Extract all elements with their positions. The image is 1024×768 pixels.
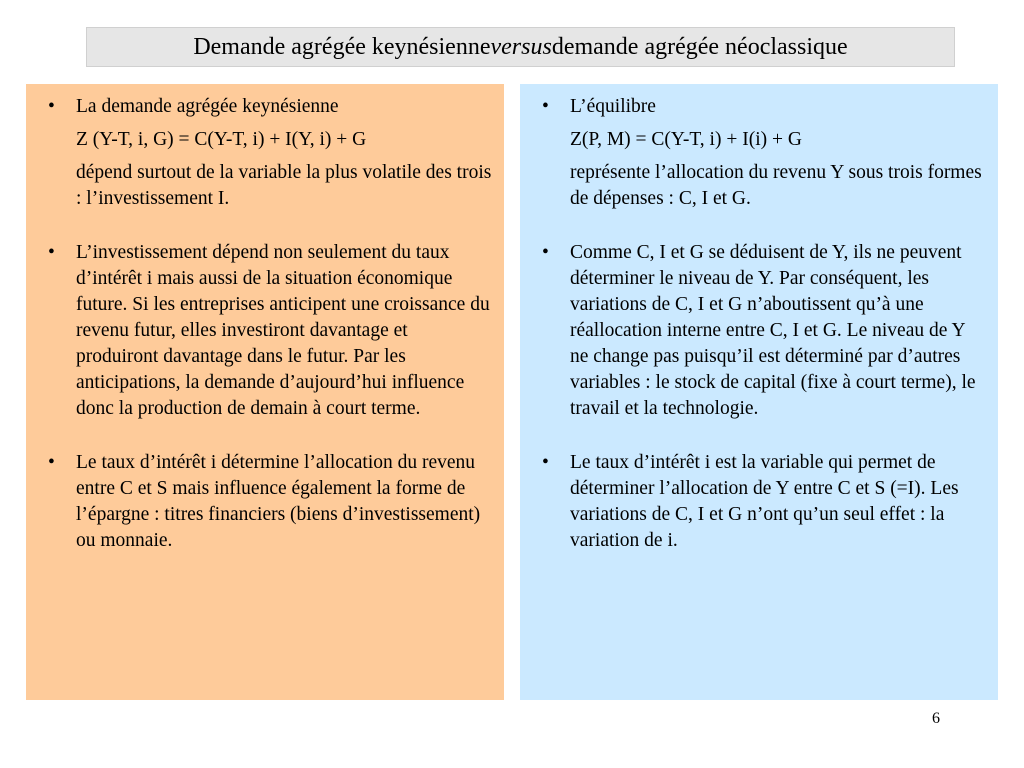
bullet-item [48,240,494,422]
neoclassical-panel [520,84,998,700]
neoclassical-bullet-list [542,94,988,554]
bullet-extra-text: représente l’allocation du revenu Y sous trois formes de dépenses : C, I et G. [570,162,982,209]
bullet-text: Le taux d’intérêt i détermine l’allocation du revenu entre C et S mais influence également la forme de l’épargne : titres financiers (biens d’investissement) ou monnaie. [76,452,481,551]
bullet-dot: • [542,242,549,263]
bullet-item [542,240,988,422]
bullet-item [48,450,494,554]
keynesian-bullet-list [48,94,494,554]
title-part-2: demande agrégée néoclassique [551,33,848,60]
title-part-1: Demande agrégée keynésienne [193,33,491,60]
bullet-text: La demande agrégée keynésienne [76,96,339,117]
slide-number: 6 [932,710,940,727]
bullet-text: L’investissement dépend non seulement du taux d’intérêt i mais aussi de la situation économique future. Si les entreprises anticipent une croissance du revenu futur, elles investiront davantage et produiront davantage dans le futur. Par les anticipations, la demande d’aujourd’hui influence donc la production de demain à court terme. [76,242,490,419]
formula: Z (Y-T, i, G) = C(Y-T, i) + I(Y, i) + G [76,129,367,150]
bullet-dot: • [48,96,55,117]
bullet-text: Comme C, I et G se déduisent de Y, ils ne peuvent déterminer le niveau de Y. Par conséquent, les variations de C, I et G n’aboutissent qu’à une réallocation interne entre C, I et G. Le niveau de Y ne change pas puisqu’il est déterminé par d’autres variables : le stock de capital (fixe à court terme), le travail et la technologie. [570,242,976,419]
formula: Z(P, M) = C(Y-T, i) + I(i) + G [570,129,802,150]
bullet-text: Le taux d’intérêt i est la variable qui permet de déterminer l’allocation de Y entre C et S (=I). Les variations de C, I et G n’ont qu’un seul effet : la variation de i. [570,452,959,551]
bullet-item [542,450,988,554]
bullet-text: L’équilibre [570,96,656,117]
bullet-item [48,94,494,212]
bullet-dot: • [542,452,549,473]
bullet-dot: • [48,452,55,473]
bullet-item [542,94,988,212]
title-italic: versus [490,33,552,60]
bullet-dot: • [48,242,55,263]
slide-title [86,27,955,67]
bullet-extra-text: dépend surtout de la variable la plus volatile des trois : l’investissement I. [76,162,492,209]
bullet-dot: • [542,96,549,117]
keynesian-panel [26,84,504,700]
